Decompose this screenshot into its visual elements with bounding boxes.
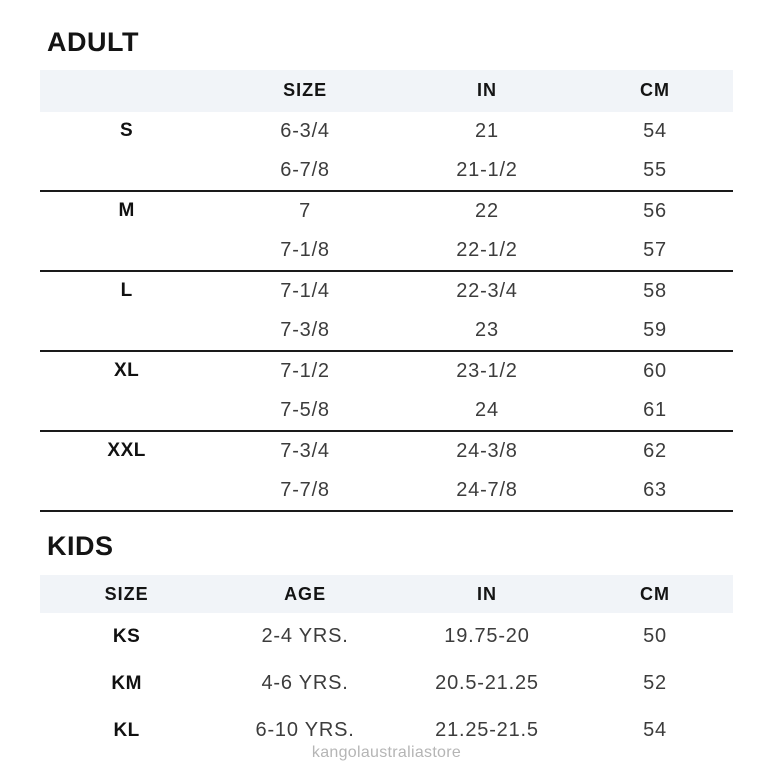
size-cell: 7	[299, 199, 312, 222]
kids-header-cm: CM	[640, 583, 671, 604]
table-row	[40, 660, 733, 707]
in-cell: 24	[475, 398, 499, 421]
size-label-cell: KM	[111, 672, 142, 694]
table-row	[40, 311, 733, 350]
adult-table-header-row	[40, 70, 733, 112]
size-group-m	[40, 192, 733, 272]
in-cell: 23	[475, 318, 499, 341]
kids-size-table	[40, 575, 733, 754]
in-cell: 23-1/2	[456, 359, 518, 382]
cm-cell: 60	[643, 359, 667, 382]
table-row	[40, 432, 733, 471]
adult-section-title: ADULT	[47, 27, 139, 57]
size-cell: 6-3/4	[280, 119, 330, 142]
size-cell: 7-5/8	[280, 398, 330, 421]
in-cell: 22-3/4	[456, 279, 518, 302]
table-row	[40, 471, 733, 510]
cm-cell: 52	[643, 672, 667, 695]
in-cell: 24-3/8	[456, 439, 518, 462]
cm-cell: 57	[643, 238, 667, 261]
size-cell: 7-1/8	[280, 238, 330, 261]
size-label-cell: XXL	[107, 440, 146, 462]
adult-header-size: SIZE	[283, 80, 328, 101]
size-group-s	[40, 112, 733, 192]
table-row	[40, 613, 733, 660]
size-label-cell: XL	[113, 360, 140, 382]
size-label-cell: S	[120, 120, 134, 142]
size-cell: 7-1/4	[280, 279, 330, 302]
size-label-cell: KS	[112, 625, 141, 647]
cm-cell: 59	[643, 318, 667, 341]
size-label-cell: KL	[113, 719, 140, 741]
cm-cell: 62	[643, 439, 667, 462]
cm-cell: 56	[643, 199, 667, 222]
size-cell: 7-3/4	[280, 439, 330, 462]
size-cell: 7-3/8	[280, 318, 330, 341]
cm-cell: 54	[643, 719, 667, 742]
adult-header-in: IN	[476, 80, 497, 101]
table-row	[40, 112, 733, 151]
in-cell: 21.25-21.5	[435, 719, 539, 742]
kids-header-age: AGE	[284, 583, 327, 604]
watermark: kangolaustraliastore	[311, 744, 462, 761]
cm-cell: 55	[643, 158, 667, 181]
size-cell: 7-1/2	[280, 359, 330, 382]
age-cell: 6-10 YRS.	[255, 719, 355, 742]
table-row	[40, 192, 733, 231]
table-row	[40, 151, 733, 190]
cm-cell: 58	[643, 279, 667, 302]
size-cell: 6-7/8	[280, 158, 330, 181]
in-cell: 21-1/2	[456, 158, 518, 181]
size-group-xl	[40, 352, 733, 432]
kids-section-title: KIDS	[47, 530, 114, 561]
in-cell: 22	[475, 199, 499, 222]
size-cell: 7-7/8	[280, 478, 330, 501]
age-cell: 4-6 YRS.	[261, 672, 349, 695]
age-cell: 2-4 YRS.	[261, 625, 349, 648]
cm-cell: 63	[643, 478, 667, 501]
table-row	[40, 272, 733, 311]
in-cell: 22-1/2	[456, 238, 518, 261]
cm-cell: 61	[643, 398, 667, 421]
kids-header-size: SIZE	[104, 583, 149, 604]
in-cell: 21	[475, 119, 499, 142]
cm-cell: 50	[643, 625, 667, 648]
kids-header-in: IN	[476, 583, 497, 604]
cm-cell: 54	[643, 119, 667, 142]
size-group-l	[40, 272, 733, 352]
size-label-cell: M	[118, 200, 135, 222]
table-row	[40, 391, 733, 430]
adult-size-table	[40, 70, 733, 512]
in-cell: 19.75-20	[444, 625, 530, 648]
in-cell: 24-7/8	[456, 478, 518, 501]
table-row	[40, 231, 733, 270]
adult-header-cm: CM	[640, 80, 671, 101]
table-row	[40, 352, 733, 391]
in-cell: 20.5-21.25	[435, 672, 539, 695]
kids-table-header-row	[40, 575, 733, 613]
size-group-xxl	[40, 432, 733, 512]
size-label-cell: L	[120, 280, 133, 302]
